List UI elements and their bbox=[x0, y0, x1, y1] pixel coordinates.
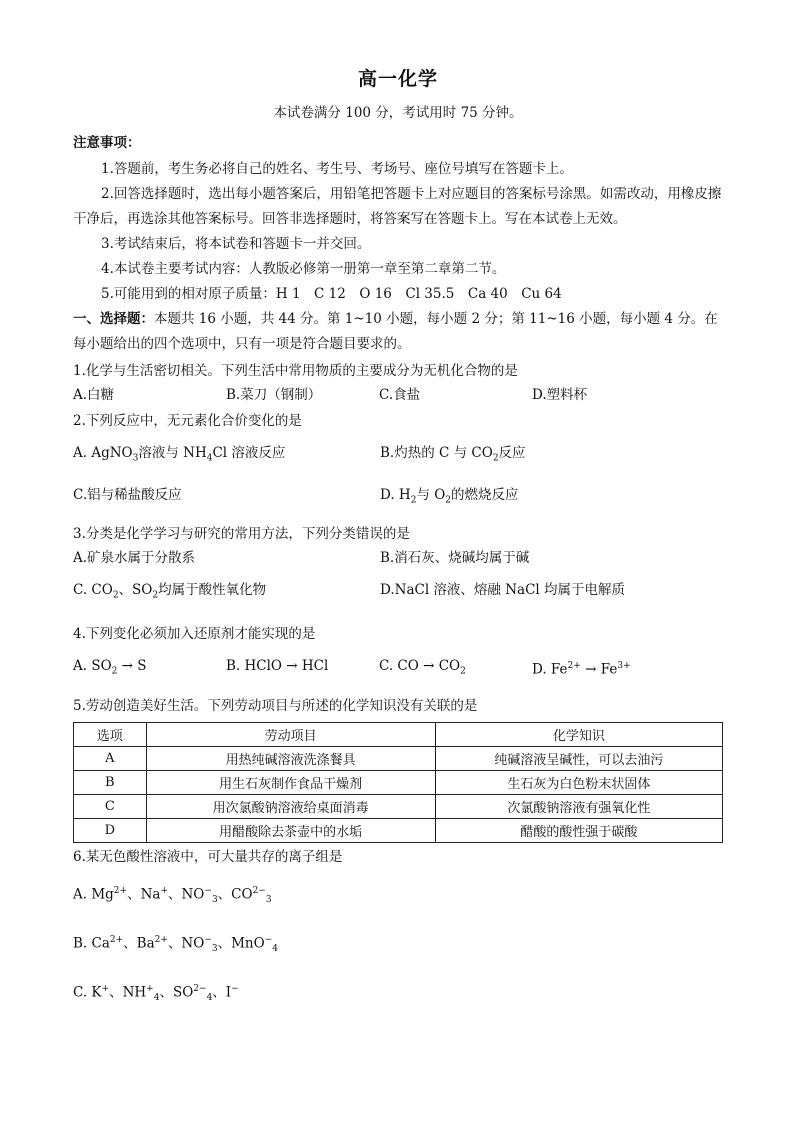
notice-item-4: 4.本试卷主要考试内容：人教版必修第一册第一章至第二章第二节。 bbox=[101, 261, 506, 277]
table-cell: 生石灰为白色粉末状固体 bbox=[435, 770, 722, 794]
table-header-option: 选项 bbox=[74, 722, 147, 746]
table-cell: 次氯酸钠溶液有强氧化性 bbox=[435, 794, 722, 818]
q4-option-d: D. $Fe^{2+} \to Fe^{3+}$ bbox=[532, 661, 631, 678]
q2-option-c: C.铝与稀盐酸反应 bbox=[73, 486, 182, 503]
table-header-knowledge: 化学知识 bbox=[435, 722, 722, 746]
table-cell: C bbox=[74, 794, 147, 818]
q6-option-a: A. $Mg^{2+}$、Na+、$NO^-_3$、$CO^{2-}_3$ bbox=[73, 885, 272, 905]
table-cell: 用热纯碱溶液洗涤餐具 bbox=[146, 746, 435, 770]
table-cell: B bbox=[74, 770, 147, 794]
q3-option-b: B.消石灰、烧碱均属于碱 bbox=[380, 550, 530, 567]
section-label: 一、选择题： bbox=[73, 311, 154, 327]
question-2-stem: 2.下列反应中，无元素化合价变化的是 bbox=[73, 413, 302, 429]
question-4-options bbox=[73, 654, 723, 684]
question-3-options-row2 bbox=[73, 578, 723, 608]
exam-page bbox=[73, 64, 723, 1010]
question-2-options-row2 bbox=[73, 483, 723, 513]
q1-option-a: A.白糖 bbox=[73, 387, 115, 403]
question-1-stem: 1.化学与生活密切相关。下列生活中常用物质的主要成分为无机化合物的是 bbox=[73, 363, 518, 379]
exam-subtitle: 本试卷满分 100 分，考试用时 75 分钟。 bbox=[273, 105, 523, 121]
page-title: 高一化学 bbox=[357, 68, 438, 90]
table-cell: 用生石灰制作食品干燥剂 bbox=[146, 770, 435, 794]
q3-option-c: C. $CO_2$、$SO_2$均属于酸性氧化物 bbox=[73, 582, 267, 602]
notice-heading: 注意事项： bbox=[73, 135, 141, 151]
q4-option-b: B. HClO → HCl bbox=[226, 658, 329, 675]
table-cell: 醋酸的酸性强于碳酸 bbox=[435, 818, 722, 842]
q1-option-c: C.食盐 bbox=[379, 387, 421, 403]
q6-option-c: C. K+、$NH^+_4$、$SO^{2-}_4$、I− bbox=[73, 984, 239, 1004]
q3-option-d: D.NaCl 溶液、熔融 NaCl 均属于电解质 bbox=[380, 582, 626, 599]
question-4-stem: 4.下列变化必须加入还原剂才能实现的是 bbox=[73, 626, 316, 643]
notice-item-5: 5.可能用到的相对原子质量：H 1 C 12 O 16 Cl 35.5 Ca 40 Cu 64 bbox=[101, 286, 562, 302]
table-header-row bbox=[74, 722, 723, 746]
section-heading bbox=[73, 307, 723, 357]
q2-option-a: A. AgNO$_3$溶液与 $NH_4Cl$ 溶液反应 bbox=[73, 445, 286, 464]
q4-option-a: A. $SO_2 \to S$ bbox=[73, 658, 147, 677]
question-2-options-row1 bbox=[73, 441, 723, 471]
notice-item-2: 2.回答选择题时，选出每小题答案后，用铅笔把答题卡上对应题目的答案标号涂黑。如需改动，用橡皮擦干净后，再选涂其他答案标号。回答非选择题时，将答案写在答题卡上。写在本试卷上无效。 bbox=[73, 186, 722, 227]
table-cell: 用次氯酸钠溶液给桌面消毒 bbox=[146, 794, 435, 818]
question-3-options-row1 bbox=[73, 546, 723, 570]
labor-table bbox=[73, 722, 723, 843]
table-cell: A bbox=[74, 746, 147, 770]
question-1-options bbox=[73, 383, 723, 407]
q4-option-c: C. CO → $CO_2$ bbox=[379, 658, 466, 677]
q6-option-b: B. $Ca^{2+}$、$Ba^{2+}$、$NO^-_3$、MnO−$_4$ bbox=[73, 934, 278, 955]
table-header-labor: 劳动项目 bbox=[146, 722, 435, 746]
q1-option-b: B.菜刀（钢制） bbox=[226, 387, 322, 403]
table-cell: 用醋酸除去茶壶中的水垢 bbox=[146, 818, 435, 842]
q2-option-b: B.灼热的 C 与 $CO_2$反应 bbox=[380, 445, 526, 464]
table-row bbox=[74, 818, 723, 842]
table-row bbox=[74, 770, 723, 794]
q2-option-d: D. $H_2$与 $O_2$的燃烧反应 bbox=[380, 486, 519, 506]
q3-option-a: A.矿泉水属于分散系 bbox=[73, 550, 196, 567]
section-instructions: 本题共 16 小题，共 44 分。第 1~10 小题，每小题 2 分；第 11~16 小题，每小题 4 分。在每小题给出的四个选项中，只有一项是符合题目要求的。 bbox=[73, 311, 718, 352]
notice-item-1: 1.答题前，考生务必将自己的姓名、考生号、考场号、座位号填写在答题卡上。 bbox=[101, 161, 573, 177]
table-cell: 纯碱溶液呈碱性，可以去油污 bbox=[435, 746, 722, 770]
question-5-stem: 5.劳动创造美好生活。下列劳动项目与所述的化学知识没有关联的是 bbox=[73, 697, 478, 714]
question-3-stem: 3.分类是化学学习与研究的常用方法，下列分类错误的是 bbox=[73, 526, 410, 543]
table-row bbox=[74, 746, 723, 770]
table-row bbox=[74, 794, 723, 818]
question-6-stem: 6.某无色酸性溶液中，可大量共存的离子组是 bbox=[73, 848, 343, 865]
table-cell: D bbox=[74, 818, 147, 842]
q1-option-d: D.塑料杯 bbox=[532, 387, 588, 403]
notice-item-3: 3.考试结束后，将本试卷和答题卡一并交回。 bbox=[101, 236, 371, 252]
